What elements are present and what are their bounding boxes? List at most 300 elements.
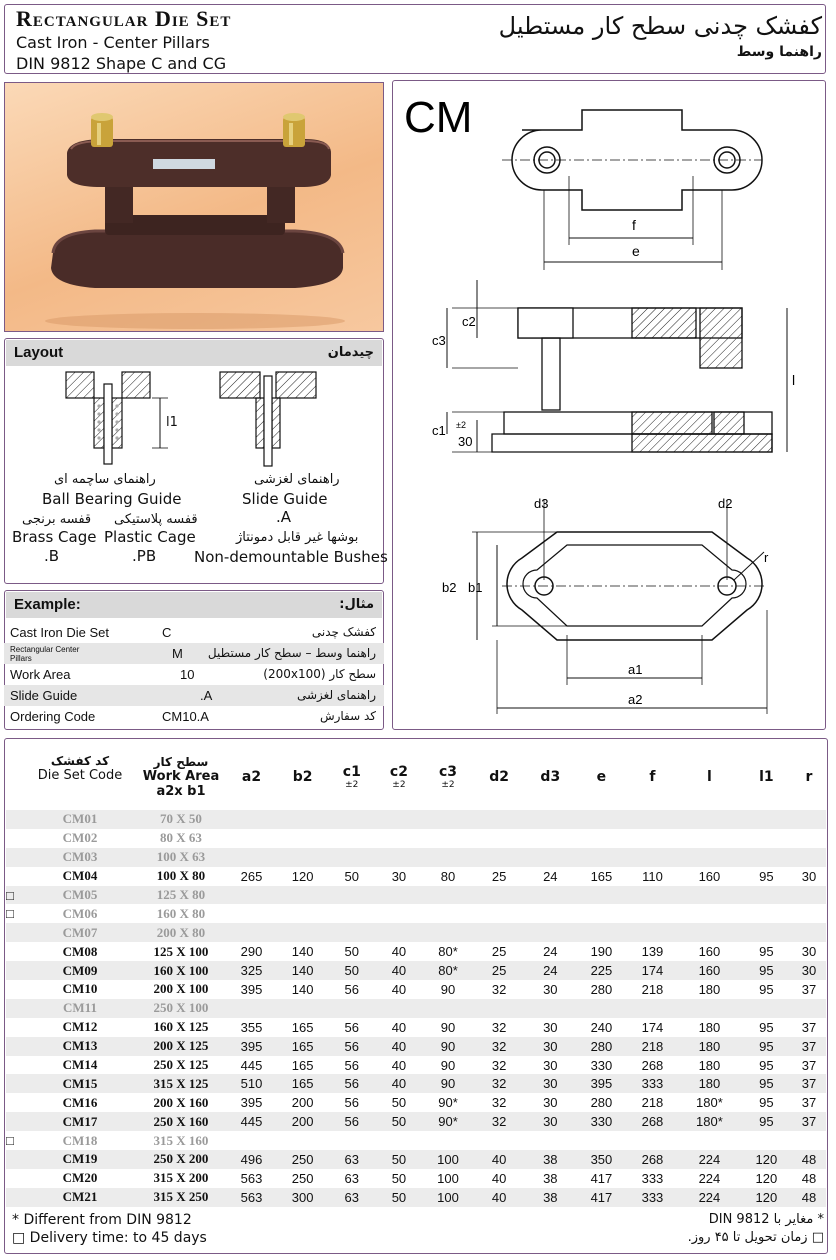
- cell-f: [627, 904, 678, 923]
- cell-l1: 95: [759, 1057, 774, 1073]
- plastic-cage-en: Plastic Cage: [104, 528, 196, 546]
- cell-a2: 395: [240, 1095, 263, 1111]
- cell-c2: 50: [391, 1170, 407, 1186]
- row-code: CM08: [62, 943, 98, 959]
- cell-l1: [741, 999, 792, 1018]
- example-fa: کد سفارش: [319, 709, 376, 723]
- dim-b1: b1: [468, 580, 483, 595]
- cell-b2: [277, 829, 328, 848]
- cell-r: 48: [801, 1170, 817, 1186]
- table-row: [6, 942, 826, 961]
- cell-c2: [375, 886, 422, 905]
- example-en: Work Area: [10, 667, 71, 682]
- example-fa-title: مثال:: [339, 597, 374, 612]
- cell-d3: 30: [525, 1112, 576, 1131]
- layout-header: [6, 340, 382, 366]
- footnote-different-fa: * مغایر با DIN 9812: [708, 1212, 824, 1227]
- cell-c3: 90: [423, 1037, 474, 1056]
- header-check: [6, 744, 24, 810]
- row-work-area: 70 X 50: [136, 810, 226, 829]
- row-work-area: 100 X 80: [156, 868, 206, 884]
- cell-r: [792, 904, 826, 923]
- cell-b2: 140: [291, 981, 314, 997]
- cell-b2: [277, 848, 328, 867]
- cell-c1: 56: [328, 1074, 375, 1093]
- cell-d3: 24: [525, 961, 576, 980]
- cell-d3: 30: [525, 1074, 576, 1093]
- cell-c1: 56: [344, 981, 360, 997]
- row-work-area: 80 X 63: [160, 830, 202, 846]
- cell-l: [678, 810, 741, 829]
- cell-c1: 56: [344, 1057, 360, 1073]
- cell-e: 417: [576, 1188, 627, 1207]
- cell-l1: [741, 904, 792, 923]
- cell-c3: 80*: [423, 961, 474, 980]
- header-right: [499, 12, 822, 60]
- cell-c2: 40: [391, 1057, 407, 1073]
- cell-l1: [741, 829, 792, 848]
- cell-f: 333: [641, 1170, 664, 1186]
- cell-c1: [328, 848, 375, 867]
- cell-d3: [525, 1131, 576, 1150]
- cell-a2: [226, 848, 277, 867]
- plastic-cage-code: .PB: [132, 547, 157, 565]
- cell-d2: 40: [474, 1188, 525, 1207]
- row-work-area: 125 X 80: [136, 886, 226, 905]
- example-code: CM10.A: [162, 709, 209, 724]
- cell-b2: 250: [277, 1150, 328, 1169]
- dim-a2: a2: [628, 692, 643, 707]
- cell-d2: 32: [474, 1037, 525, 1056]
- example-fa: راهنما وسط – سطح کار مستطیل: [207, 646, 376, 660]
- cell-a2: 355: [240, 1019, 263, 1035]
- cell-r: [792, 1131, 826, 1150]
- slide-guide-fa: راهنمای لغزشی: [254, 472, 340, 487]
- cell-c3: [423, 810, 474, 829]
- cell-e: 330: [576, 1112, 627, 1131]
- cell-l: 180: [698, 1019, 721, 1035]
- cell-d3: 30: [543, 981, 558, 997]
- cell-l1: 95: [741, 1074, 792, 1093]
- dim-c2: c2: [462, 314, 476, 329]
- cell-l: 180: [678, 1037, 741, 1056]
- table-row: [6, 1093, 826, 1112]
- spec-table-body: [6, 810, 826, 1207]
- cell-d2: [474, 810, 525, 829]
- cell-c2: 50: [375, 1112, 422, 1131]
- cell-b2: 250: [291, 1170, 314, 1186]
- title-line-2: DIN 9812 Shape C and CG: [16, 54, 227, 73]
- cell-l1: 95: [759, 944, 774, 960]
- row-checkbox: □: [6, 906, 14, 922]
- cell-c3: 100: [423, 1188, 474, 1207]
- cell-l: 180: [698, 1057, 721, 1073]
- cell-c1: 50: [344, 868, 360, 884]
- dim-l: l: [792, 372, 796, 388]
- layout-sections: [60, 370, 330, 470]
- cell-r: 30: [801, 868, 817, 884]
- dim-thirty: 30: [458, 434, 473, 449]
- layout-title: Layout: [14, 344, 64, 361]
- row-checkbox: □: [6, 886, 24, 905]
- cell-c3: 90: [440, 981, 456, 997]
- cell-c2: [375, 810, 422, 829]
- row-work-area: 160 X 100: [136, 961, 226, 980]
- cell-e: [576, 810, 627, 829]
- cell-l1: 95: [741, 1037, 792, 1056]
- page-title: Rectangular Die Set: [16, 6, 232, 31]
- cell-b2: 120: [291, 868, 314, 884]
- row-code: CM20: [62, 1170, 98, 1186]
- example-en: Rectangular Center Pillars: [10, 645, 80, 663]
- cell-c2: [375, 848, 422, 867]
- row-work-area: 250 X 125: [153, 1057, 209, 1073]
- cell-c1: 56: [344, 1019, 360, 1035]
- technical-drawing: [392, 80, 826, 730]
- row-code: CM10: [62, 981, 98, 997]
- cell-b2: [277, 810, 328, 829]
- table-row: [6, 810, 826, 829]
- cell-c2: 40: [375, 1037, 422, 1056]
- cell-a2: [226, 1131, 277, 1150]
- row-work-area: 250 X 160: [136, 1112, 226, 1131]
- cell-e: [576, 1131, 627, 1150]
- brass-cage-en: Brass Cage: [12, 528, 97, 546]
- cell-b2: [277, 886, 328, 905]
- table-row: [6, 1056, 826, 1075]
- cell-r: 37: [801, 1019, 817, 1035]
- row-checkbox: [6, 1037, 24, 1056]
- row-code: CM21: [24, 1188, 136, 1207]
- cell-l: 224: [678, 1150, 741, 1169]
- cell-e: 225: [576, 961, 627, 980]
- row-checkbox: [6, 999, 24, 1018]
- row-checkbox: [6, 848, 24, 867]
- cell-c1: [328, 1131, 375, 1150]
- brass-cage-fa: قفسه برنجی: [22, 512, 92, 527]
- dim-tol: ±2: [456, 420, 466, 430]
- cell-d2: 32: [491, 1057, 507, 1073]
- cell-d3: [525, 829, 576, 848]
- dim-c1: c1: [432, 423, 446, 438]
- cell-l: [678, 886, 741, 905]
- cell-f: [627, 923, 678, 942]
- cell-l1: 120: [741, 1150, 792, 1169]
- cell-c3: [423, 1131, 474, 1150]
- row-checkbox: [6, 1169, 24, 1188]
- cell-d3: 24: [543, 868, 558, 884]
- row-work-area: 200 X 80: [136, 923, 226, 942]
- cell-b2: 165: [277, 1074, 328, 1093]
- cell-a2: [226, 923, 277, 942]
- plastic-cage-fa: قفسه پلاستیکی: [114, 512, 198, 527]
- brass-cage-code: .B: [44, 547, 60, 565]
- table-row: [6, 999, 826, 1018]
- die-set-illustration: [5, 83, 385, 333]
- header-area-en: Work Area: [142, 769, 220, 784]
- cell-r: 48: [792, 1150, 826, 1169]
- example-row: [4, 685, 384, 706]
- cell-e: 350: [576, 1150, 627, 1169]
- cell-l1: 95: [741, 961, 792, 980]
- row-work-area: 125 X 100: [153, 943, 209, 959]
- cell-l: 180*: [678, 1112, 741, 1131]
- cell-c2: [375, 923, 422, 942]
- cell-c2: [375, 904, 422, 923]
- cell-l: [678, 1131, 741, 1150]
- row-checkbox: [6, 1150, 24, 1169]
- cell-a2: 445: [240, 1057, 263, 1073]
- cell-l: [678, 923, 741, 942]
- cell-c3: 80*: [438, 944, 458, 960]
- cell-l: 160: [698, 868, 721, 884]
- header-left: [16, 6, 231, 74]
- cell-c2: 40: [391, 944, 407, 960]
- table-row: [6, 1131, 826, 1150]
- header-code-fa: کد کفشک: [50, 753, 110, 768]
- row-code: CM14: [62, 1057, 98, 1073]
- cell-d2: 32: [474, 1112, 525, 1131]
- row-code: CM17: [24, 1112, 136, 1131]
- cell-c2: [375, 1131, 422, 1150]
- header-d3: d3: [540, 769, 561, 785]
- cell-d2: 32: [491, 1095, 507, 1111]
- cell-c1: 56: [344, 1095, 360, 1111]
- cell-l1: 120: [755, 1170, 778, 1186]
- example-en: Ordering Code: [10, 709, 96, 724]
- cell-c3: 90*: [423, 1112, 474, 1131]
- cell-e: 417: [590, 1170, 613, 1186]
- cell-r: 30: [792, 961, 826, 980]
- footnote-delivery: □ Delivery time: to 45 days: [12, 1230, 207, 1246]
- cell-a2: 445: [226, 1112, 277, 1131]
- cell-a2: [226, 904, 277, 923]
- example-row: [4, 622, 384, 643]
- cell-a2: 325: [226, 961, 277, 980]
- cell-d3: 38: [525, 1188, 576, 1207]
- header-l: l: [707, 769, 712, 785]
- row-checkbox: [6, 923, 24, 942]
- row-checkbox: [6, 1112, 24, 1131]
- cell-a2: 395: [240, 981, 263, 997]
- cell-b2: 140: [291, 944, 314, 960]
- cell-l: [678, 999, 741, 1018]
- table-row: [6, 1074, 826, 1093]
- cell-c1: 56: [328, 1037, 375, 1056]
- row-code: CM07: [24, 923, 136, 942]
- dim-r: r: [764, 550, 769, 565]
- title-line-1: Cast Iron - Center Pillars: [16, 33, 210, 52]
- cell-e: 330: [590, 1057, 613, 1073]
- cell-a2: 290: [240, 944, 263, 960]
- cell-e: [576, 886, 627, 905]
- cell-d2: 25: [491, 944, 507, 960]
- header-c3-tol: ±2: [441, 780, 455, 790]
- header-c2-label: c2: [389, 764, 408, 780]
- cell-a2: 563: [240, 1170, 263, 1186]
- example-code: M: [172, 646, 183, 661]
- cell-e: [576, 923, 627, 942]
- cell-e: 165: [590, 868, 613, 884]
- row-work-area: 315 X 125: [136, 1074, 226, 1093]
- cell-l1: 95: [759, 981, 774, 997]
- cell-f: 139: [641, 944, 664, 960]
- row-work-area: 315 X 200: [153, 1170, 209, 1186]
- cell-l1: 95: [759, 1095, 774, 1111]
- row-code: CM06: [62, 905, 98, 921]
- cell-d3: [525, 848, 576, 867]
- row-checkbox: [6, 1093, 24, 1112]
- table-row: [6, 961, 826, 980]
- example-header: [6, 592, 382, 618]
- cell-d2: 40: [474, 1150, 525, 1169]
- cell-f: 218: [641, 981, 664, 997]
- cell-d3: 30: [543, 1057, 558, 1073]
- header-l1: l1: [759, 769, 774, 785]
- cell-l1: [741, 923, 792, 942]
- row-work-area: 250 X 100: [136, 999, 226, 1018]
- cell-f: 333: [627, 1074, 678, 1093]
- slide-guide-en: Slide Guide: [242, 490, 328, 508]
- cell-r: [792, 810, 826, 829]
- fa-title: کفشک چدنی سطح کار مستطیل: [498, 12, 822, 40]
- cell-r: [792, 886, 826, 905]
- header-area: [136, 744, 226, 810]
- cell-l1: [741, 848, 792, 867]
- cell-r: [792, 848, 826, 867]
- row-checkbox: [6, 867, 24, 886]
- cell-l1: 120: [741, 1188, 792, 1207]
- cell-f: 268: [627, 1150, 678, 1169]
- cell-l: [678, 829, 741, 848]
- cell-e: [576, 829, 627, 848]
- cell-c1: 50: [328, 961, 375, 980]
- cell-d2: 25: [491, 868, 507, 884]
- cell-d3: 30: [525, 1037, 576, 1056]
- cell-a2: 496: [226, 1150, 277, 1169]
- header-c3: [423, 744, 474, 810]
- ball-guide-en: Ball Bearing Guide: [42, 490, 182, 508]
- table-header-row: [6, 744, 826, 810]
- row-checkbox: [6, 810, 24, 829]
- cell-c3: 100: [423, 1150, 474, 1169]
- cell-l: [678, 848, 741, 867]
- row-work-area: 200 X 100: [153, 981, 209, 997]
- bushes-fa: بوشها غیر قابل دمونتاژ: [236, 530, 359, 545]
- cell-a2: [226, 886, 277, 905]
- row-code: CM19: [24, 1150, 136, 1169]
- row-work-area: 250 X 200: [136, 1150, 226, 1169]
- table-row: [6, 1018, 826, 1037]
- cell-c2: [375, 999, 422, 1018]
- cell-e: [576, 999, 627, 1018]
- cell-e: [576, 848, 627, 867]
- header-code-en: Die Set Code: [37, 767, 123, 783]
- row-work-area: 160 X 80: [156, 905, 206, 921]
- cell-c2: 40: [375, 961, 422, 980]
- drawing-code: CM: [404, 93, 473, 142]
- row-code: CM01: [24, 810, 136, 829]
- cell-a2: [226, 810, 277, 829]
- row-code: CM04: [62, 868, 98, 884]
- row-code: CM02: [62, 830, 98, 846]
- cell-f: [627, 886, 678, 905]
- cell-c2: 40: [391, 981, 407, 997]
- cell-c3: 90: [423, 1074, 474, 1093]
- cell-c1: [328, 923, 375, 942]
- cell-c3: 90: [440, 1057, 456, 1073]
- cell-d3: [525, 810, 576, 829]
- cell-d3: 30: [543, 1095, 558, 1111]
- cell-c3: 100: [437, 1170, 459, 1186]
- cell-r: 30: [801, 944, 817, 960]
- cell-a2: 395: [226, 1037, 277, 1056]
- cell-l: 180*: [696, 1095, 723, 1111]
- cell-l1: [741, 810, 792, 829]
- header-area-formula: a2x b1: [156, 784, 206, 799]
- row-code: CM15: [24, 1074, 136, 1093]
- footnote-delivery-fa: □ زمان تحویل تا ۴۵ روز.: [687, 1230, 824, 1245]
- cell-l1: [741, 886, 792, 905]
- cell-d2: 32: [491, 1019, 507, 1035]
- cell-f: 218: [627, 1037, 678, 1056]
- table-row: [6, 923, 826, 942]
- cell-e: [576, 904, 627, 923]
- cell-r: [792, 923, 826, 942]
- cell-b2: [277, 923, 328, 942]
- dim-f: f: [632, 217, 636, 233]
- side-view: [447, 280, 787, 452]
- example-title: Example:: [14, 596, 81, 613]
- example-en: Cast Iron Die Set: [10, 625, 109, 640]
- cell-d2: [474, 848, 525, 867]
- cell-d2: [474, 923, 525, 942]
- table-row: [6, 904, 826, 923]
- example-code: C: [162, 625, 172, 640]
- cell-e: 280: [576, 1037, 627, 1056]
- row-checkbox: [6, 942, 24, 961]
- cell-l: 224: [678, 1188, 741, 1207]
- cell-c1: [328, 904, 375, 923]
- header-c2-tol: ±2: [392, 780, 406, 790]
- fa-subtitle: راهنما وسط: [736, 44, 822, 60]
- cell-c3: [423, 923, 474, 942]
- cell-c1: 63: [328, 1188, 375, 1207]
- cell-c3: 80: [440, 868, 456, 884]
- header-c2: [375, 744, 422, 810]
- example-en: Slide Guide: [10, 688, 78, 703]
- row-code: CM11: [24, 999, 136, 1018]
- cell-d3: [525, 999, 576, 1018]
- dim-d3: d3: [534, 496, 549, 511]
- dim-d2: d2: [718, 496, 733, 511]
- cell-d2: 32: [491, 981, 507, 997]
- cell-b2: 140: [277, 961, 328, 980]
- cell-r: [792, 829, 826, 848]
- header-e: e: [596, 769, 607, 785]
- dim-c3: c3: [432, 333, 446, 348]
- bushes-en: Non-demountable Bushes: [194, 548, 388, 566]
- header-f: f: [649, 769, 656, 785]
- cell-d3: 38: [525, 1150, 576, 1169]
- product-photo: [4, 82, 384, 332]
- ball-bearing-section: [66, 372, 168, 464]
- example-fa: راهنمای لغزشی: [296, 688, 376, 702]
- cell-e: 280: [590, 981, 613, 997]
- table-row: [6, 867, 826, 886]
- cell-c1: [328, 999, 375, 1018]
- cell-c3: [423, 848, 474, 867]
